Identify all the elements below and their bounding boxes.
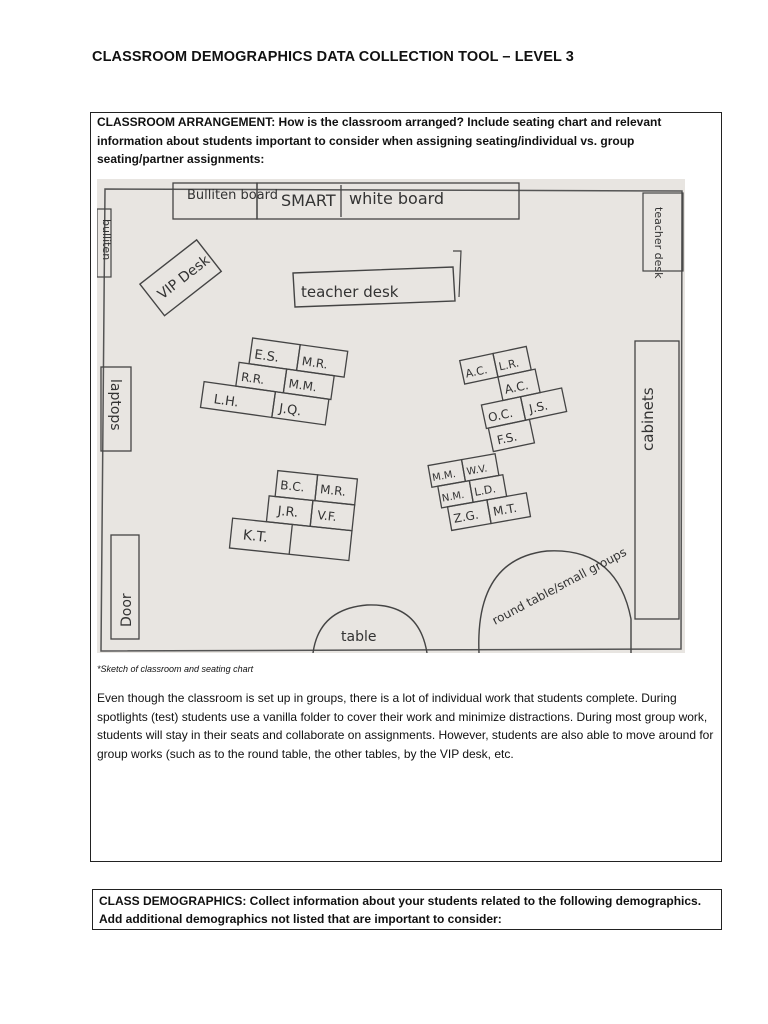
seat-label: Z.G.: [452, 507, 480, 526]
vip-desk-label: VIP Desk: [154, 252, 214, 303]
teacher-desk-label: teacher desk: [301, 283, 399, 301]
round-table-label: round table/small groups: [489, 544, 629, 628]
corner-teacher-desk-label: teacher desk: [652, 207, 665, 279]
seat-label: M.M.: [431, 468, 457, 484]
arrangement-description: Even though the classroom is set up in groups, there is a lot of individual work that students complete. During spotlights (test) students use a vanilla folder to cover their work and minimize distractions. During most group work, students will stay in their seats and collaborate on assignments. However, students are also able to move around for group works (such as to the round table, the other tables, by the VIP desk, etc.: [97, 691, 714, 761]
side-bulletin-label: bulliten: [100, 219, 113, 261]
seat-label: J.Q.: [278, 401, 303, 420]
class-demographics-section: [92, 889, 722, 930]
seat-label: L.D.: [473, 482, 497, 499]
seat-label: M.R.: [319, 482, 347, 499]
seat-label: M.T.: [491, 500, 518, 519]
classroom-arrangement-header: CLASSROOM ARRANGEMENT: How is the classroom arranged? Include seating chart and relevant information about students important to consider when assigning seating/individual vs. group seating/partner assignments:: [97, 115, 662, 166]
seat-label: J.R.: [276, 503, 299, 521]
seat-label: N.M.: [441, 489, 466, 505]
seat-label: M.M.: [287, 376, 318, 395]
document-title: CLASSROOM DEMOGRAPHICS DATA COLLECTION TOOL – LEVEL 3: [92, 49, 574, 65]
white-board-label: white board: [349, 189, 445, 208]
laptops-label: laptops: [107, 379, 123, 431]
bulletin-board-label: Bulliten board: [187, 188, 278, 203]
table-label: table: [341, 629, 377, 645]
seat-label: O.C.: [486, 405, 515, 425]
seat-label: R.R.: [240, 369, 266, 387]
seat-label: J.S.: [527, 398, 550, 417]
seat-label: L.R.: [497, 356, 521, 374]
classroom-sketch-image: [97, 179, 685, 653]
class-demographics-header: CLASS DEMOGRAPHICS: Collect information about your students related to the following demographics. Add additional demographics not listed that are important to consider:: [99, 894, 702, 926]
seat-label: W.V.: [465, 463, 489, 478]
door-label: Door: [119, 593, 135, 627]
seat-label: K.T.: [242, 527, 269, 546]
seat-label: A.C.: [503, 378, 530, 397]
smart-board-label: SMART: [281, 191, 336, 210]
cabinets-label: cabinets: [639, 387, 657, 451]
seat-label: B.C.: [279, 478, 306, 495]
sketch-caption: *Sketch of classroom and seating chart: [97, 664, 254, 674]
classroom-arrangement-section: [90, 112, 722, 862]
seat-label: F.S.: [495, 429, 519, 448]
seat-label: E.S.: [253, 347, 280, 366]
seat-label: M.R.: [300, 354, 329, 372]
seat-label: L.H.: [212, 392, 240, 411]
seat-label: V.F.: [316, 508, 338, 524]
seat-label: A.C.: [464, 363, 489, 381]
